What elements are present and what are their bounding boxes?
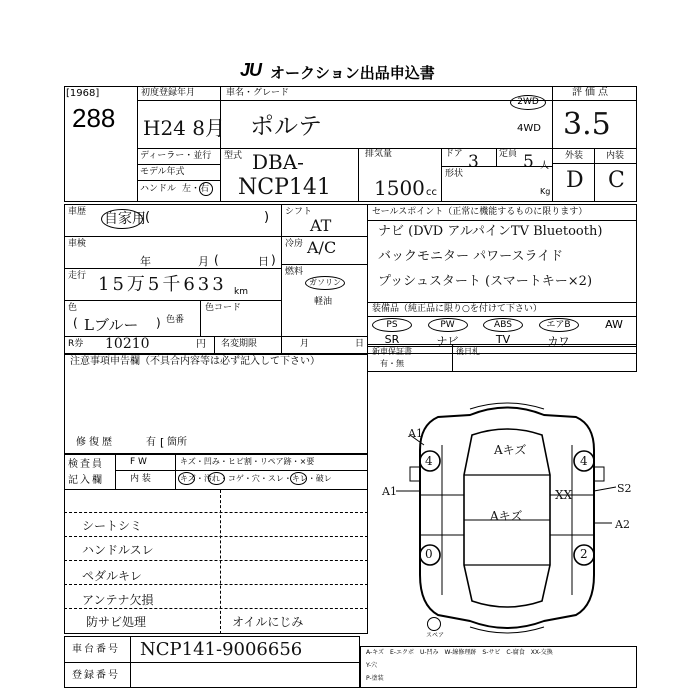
ac-value: A/C xyxy=(307,238,337,257)
grade-interior-value: C xyxy=(608,168,625,193)
legend-row-2: Y-穴 xyxy=(366,662,378,669)
doors-label: ドア xyxy=(445,149,463,159)
model-type-value: DBA- xyxy=(252,150,304,174)
inspector-row-1: キズ・凹み・ヒビ割・リペア跡・×要 xyxy=(180,457,315,466)
sales-line-2: バックモニター パワースライド xyxy=(378,249,564,264)
color-value: Lブルー xyxy=(84,316,139,334)
model-year-label: モデル年式 xyxy=(140,167,185,177)
note-line-2: ハンドルスレ xyxy=(82,543,154,557)
sales-points-label: セールスポイント（正常に機能するものに限ります） xyxy=(372,207,588,217)
warranty-label: 新車保証書 xyxy=(372,347,412,356)
note-line-3: ペダルキレ xyxy=(82,569,142,583)
diagram-a1-left: A1 xyxy=(382,485,397,498)
recall-label: 後日札 xyxy=(456,347,480,356)
shift-value: AT xyxy=(310,216,332,235)
note-line-5: 防サビ処理 xyxy=(86,615,147,629)
change-month: 月 xyxy=(300,339,310,349)
entry-label: 記入欄 xyxy=(68,475,104,486)
diagram-a1-top: A1 xyxy=(408,427,423,440)
inspection-month: 月 xyxy=(198,255,209,268)
wheel-rl-value: 0 xyxy=(425,547,433,561)
chassis-model-value: NCP141 xyxy=(238,175,331,200)
grade-exterior-value: D xyxy=(566,168,584,193)
wheel-fl-value: 4 xyxy=(425,454,433,468)
lot-number: 288 xyxy=(72,103,116,133)
header-logo: JU xyxy=(240,60,262,80)
wheel-rr-value: 2 xyxy=(580,547,588,561)
chassis-number-value: NCP141-9006656 xyxy=(140,639,303,660)
registration-label: 登録番号 xyxy=(72,670,120,681)
inspector-label: 検査員 xyxy=(68,459,104,470)
note-line-1: シートシミ xyxy=(82,519,143,533)
grade-label: 評価点 xyxy=(572,87,611,98)
spare-tire xyxy=(380,395,389,404)
repair-value: 有 xyxy=(146,437,156,448)
r-unit: 円 xyxy=(196,339,206,350)
repair-label: 修復歴 xyxy=(76,437,115,448)
diagram-a2: A2 xyxy=(615,518,630,531)
displacement-unit: cc xyxy=(426,187,437,198)
car-name-label: 車名・グレード xyxy=(226,88,290,98)
color-code-label: 色コード xyxy=(205,303,242,313)
first-reg-value: H24 8月 xyxy=(143,116,225,140)
inspector-row-2: キズ・汚れ・コゲ・穴・スレ・キレ・破レ xyxy=(180,474,332,483)
car-name-value: ポルテ xyxy=(250,112,322,140)
color-label: 色 xyxy=(68,303,78,313)
warranty-value: 有・無 xyxy=(380,359,404,368)
legend-row-3: P-塗装 xyxy=(366,675,384,682)
dealer-label: ディーラー・並行 xyxy=(140,151,212,161)
mileage-label: 走行 xyxy=(68,271,87,281)
form-code: [1968] xyxy=(66,88,100,99)
capacity-unit: 人 xyxy=(540,161,550,171)
handle-value: 左・右 xyxy=(182,184,210,194)
drive-2wd: 2WD xyxy=(510,95,546,110)
diagram-front-mark: Aキズ xyxy=(494,443,527,457)
equipment-row-1: PS PW ABS エアB AW xyxy=(372,318,634,332)
equipment-label: 装備品（純正品に限り○を付けて下さい） xyxy=(372,304,542,314)
sales-line-1: ナビ (DVD アルパインTV Bluetooth) xyxy=(378,224,603,239)
inspection-label: 車検 xyxy=(68,239,87,249)
change-label: 名変期限 xyxy=(221,339,258,349)
grade-exterior-label: 外装 xyxy=(565,151,584,161)
diagram-rear-mark: Aキズ xyxy=(490,509,523,523)
mileage-unit: km xyxy=(234,287,248,297)
drive-4wd: 4WD xyxy=(517,123,541,134)
repair-place: 箇所 xyxy=(167,437,187,448)
first-reg-label: 初度登録年月 xyxy=(141,88,196,98)
shape-label: 形状 xyxy=(445,169,464,179)
diagram-s2: S2 xyxy=(617,482,632,495)
grade-interior-label: 内装 xyxy=(606,151,625,161)
fuel-diesel: 軽油 xyxy=(314,297,333,307)
inspection-year: 年 xyxy=(140,255,151,268)
fuel-gasoline: ガソリン xyxy=(305,276,345,290)
mileage-value: 15万5千633 xyxy=(98,274,227,295)
change-day: 日 xyxy=(355,339,365,349)
legend-row-1: A-キズ E-エクボ U-凹み W-線修理跡 S-サビ C-腐食 XX-交換 xyxy=(366,649,553,656)
note-line-6: オイルにじみ xyxy=(232,615,304,629)
doors-value: 3 xyxy=(468,152,479,172)
declaration-label: 注意事項申告欄（不具合内容等は必ず記入して下さい） xyxy=(70,356,320,367)
capacity-label: 定員 xyxy=(499,149,518,159)
usage-value: 自家用 xyxy=(104,211,146,227)
diagram-xx: XX xyxy=(555,488,573,502)
form-title: オークション出品申込書 xyxy=(270,64,435,82)
spare-label: スペア xyxy=(426,632,445,639)
displacement-label: 排気量 xyxy=(365,149,393,159)
interior-row-label: 内 装 xyxy=(130,474,151,484)
wheel-fr-value: 4 xyxy=(580,454,588,468)
ac-label: 冷房 xyxy=(285,239,304,249)
capacity-value: 5 xyxy=(523,152,534,172)
color-no-label: 色番 xyxy=(166,315,185,325)
chassis-number-label: 車台番号 xyxy=(72,644,120,655)
model-type-label: 型式 xyxy=(224,151,243,161)
usage-label: 車歴 xyxy=(68,207,87,217)
equipment-row-2: SR ナビ TV カワ xyxy=(384,333,570,348)
r-value: 10210 xyxy=(105,336,150,352)
grade-score: 3.5 xyxy=(563,107,611,142)
fw-label: F W xyxy=(130,457,147,467)
r-label: R券 xyxy=(68,339,84,349)
weight-unit: Kg xyxy=(540,187,551,196)
fuel-label: 燃料 xyxy=(285,267,304,277)
spare-tire-icon xyxy=(427,617,441,631)
sales-line-3: プッシュスタート (スマートキー×2) xyxy=(378,274,593,289)
displacement-value: 1500 xyxy=(374,176,425,200)
note-line-4: アンテナ欠損 xyxy=(82,593,154,607)
handle-label: ハンドル xyxy=(140,184,177,194)
shift-label: シフト xyxy=(285,207,313,217)
inspection-day: 日 xyxy=(258,255,269,268)
